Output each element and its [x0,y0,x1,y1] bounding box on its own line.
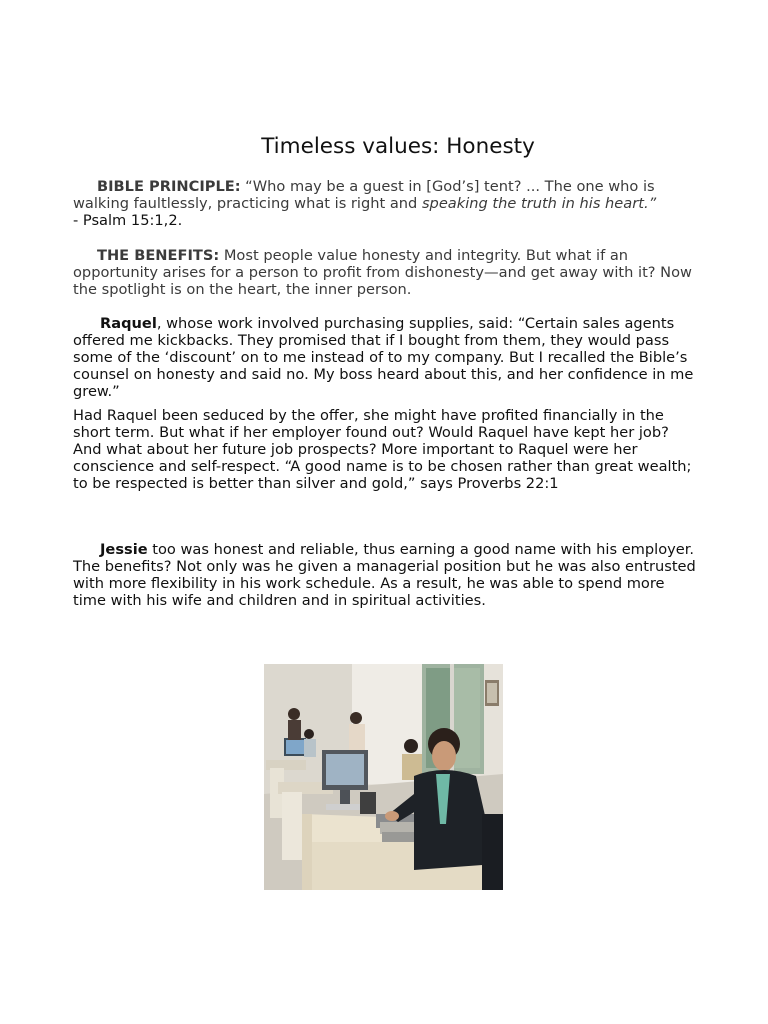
jessie-paragraph [73,541,701,609]
bible-principle-quote: “Who may be a guest in [God’s] tent? ... The one who is walking faultlessly, practicing what is right and [73,178,655,212]
raquel-text: , whose work involved purchasing supplies, said: “Certain sales agents offered me kickbacks. They promised that if I bought from them, they would pass some of the ‘discount’ on to me instead of to my company. But I recalled the Bible’s counsel on honesty and said no. My boss heard about this, and her confidence in me grew.” [73,315,694,400]
bible-principle-quote-italic: speaking the truth in his heart.” [421,195,657,212]
page-title: Timeless values: Honesty [261,134,535,159]
benefits-text: Most people value honesty and integrity. But what if an opportunity arises for a person to profit from dishonesty—and get away with it? Now the spotlight is on the heart, the inner person. [73,247,692,298]
benefits-paragraph [73,247,701,298]
benefits-label: THE BENEFITS: [97,247,220,264]
jessie-text: too was honest and reliable, thus earning a good name with his employer. The benefits? Not only was he given a managerial position but he was also entrusted with more flexibility in his work schedule. As a result, he was able to spend more time with his wife and children and in spiritual activities. [73,541,696,609]
jessie-name: Jessie [100,541,148,558]
raquel-paragraph [73,315,701,400]
scripture-reference: - Psalm 15:1,2. [73,212,183,229]
bible-principle-label: BIBLE PRINCIPLE: [97,178,241,195]
office-worker-photo [264,664,503,890]
bible-principle-paragraph [73,178,701,229]
raquel-name: Raquel [100,315,157,332]
office-scene-illustration [264,664,503,890]
raquel-commentary-paragraph: Had Raquel been seduced by the offer, she might have profited financially in the short term. But what if her employer found out? Would Raquel have kept her job? And what about her future job prospects? More important to Raquel were her conscience and self-respect. “A good name is to be chosen rather than great wealth; to be respected is better than silver and gold,” says Proverbs 22:1 [73,407,692,492]
